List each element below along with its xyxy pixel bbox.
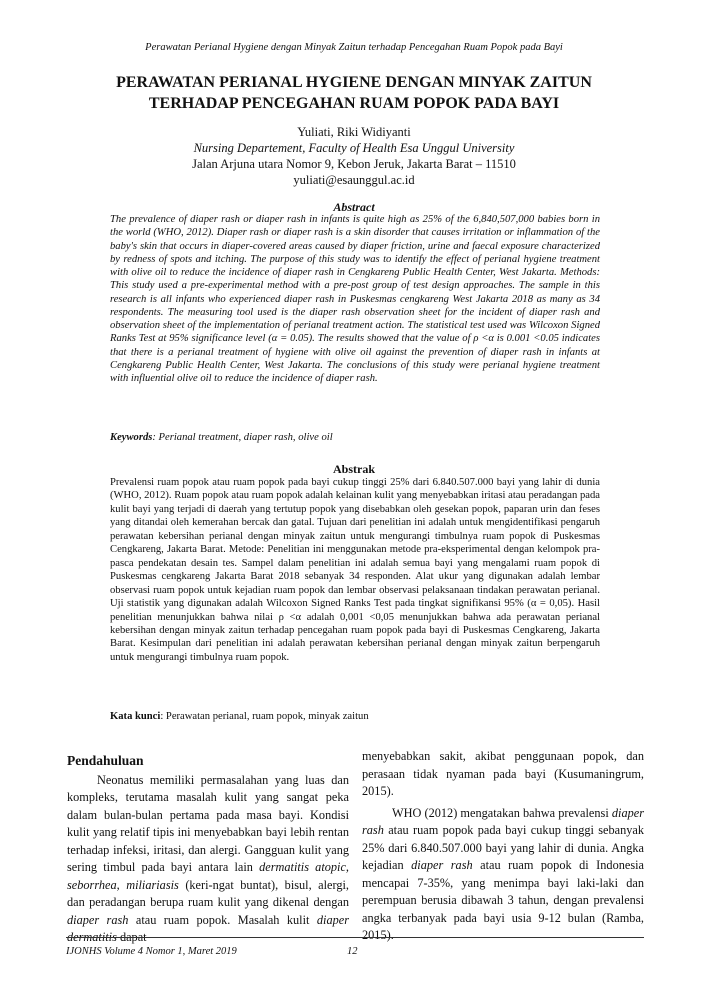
title-line-2: TERHADAP PENCEGAHAN RUAM POPOK PADA BAYI [148,95,560,112]
keywords-id [110,711,600,722]
text-run: dapat [116,930,147,944]
footer-journal: IJONHS Volume 4 Nomor 1, Maret 2019 [66,946,237,957]
article-title [60,72,648,114]
title-line-1: PERAWATAN PERIANAL HYGIENE DENGAN MINYAK ZAITUN [116,74,592,91]
italic-run: diaper rash [411,858,473,872]
address: Jalan Arjuna utara Nomor 9, Kebon Jeruk, Jakarta Barat – 11510 [192,157,516,171]
running-head: Perawatan Perianal Hygiene dengan Minyak Zaitun terhadap Pencegahan Ruam Popok pada Bayi [145,42,563,53]
author-block [60,124,648,188]
keywords-id-values: : Perawatan perianal, ruam popok, minyak zaitun [160,711,369,722]
keywords-id-label: Kata kunci [110,711,161,722]
text-run: atau ruam popok. Masalah kulit [128,912,317,927]
text-run: Neonatus memiliki permasalahan yang luas dan kompleks, terutama masalah kulit yang sangat peka dalam bulan-bulan pertama pada masa bayi. Kondisi kulit yang relatif tipis ini menyebabkan bayi lebih rentan terhadap infeksi, iritasi, dan alergi. Gangguan kulit yang sering timbul pada bayi antara lain [67,772,349,874]
intro-paragraph-1-continued: menyebabkan sakit, akibat penggunaan popok, dan perasaan tidak nyaman pada bayi (Kusumaningrum, 2015). [362,749,644,798]
text-run: (keri-ngat buntat), bisul, alergi, dan peradangan berupa ruam kulit yang dikenal dengan [67,877,349,909]
page-number: 12 [347,946,358,957]
body-column-right [362,748,644,945]
italic-run: dermatitis atopic, seborrhea, miliariasis [67,860,349,892]
abstract-id-heading: Abstrak [332,462,375,476]
text-run: atau ruam popok di Indonesia mencapai 7-35%, yang menimpa bayi laki-laki dan perempuan berusia dibawah 3 tahun, dengan prevalensi angka terbanyak pada bayi usia 9-12 bulan (Ramba, 2015). [362,858,644,942]
authors: Yuliati, Riki Widiyanti [297,125,411,139]
italic-run: diaper rash [362,805,644,837]
intro-paragraph-1 [67,772,349,947]
abstract-id-text: Prevalensi ruam popok atau ruam popok pada bayi cukup tinggi 25% dari 6.840.507.000 bayi yang lahir di dunia (WHO, 2012). Ruam popok atau ruam popok adalah kelainan kulit yang menyebabkan iritasi atau peradangan pada kulit bayi yang terjadi di daerah yang tertutup popok yang disebabkan oleh gesekan popok, paparan urin dan feses yang ditandai oleh kemerahan bercak dan gatal. Tujuan dari penelitian ini adalah untuk mengidentifikasi pengaruh perawatan kebersihan perianal dengan minyak zaitun untuk mengurangi timbulnya ruam popok di Puskesmas Cengkareng, Jakarta Barat. Metode: Penelitian ini menggunakan metode pra-eksperimental dengan kelompok pra-pasca pendekatan desain tes. Sampel dalam penelitian ini adalah semua bayi yang mengalami ruam popok di Puskesmas cengkareng Jakarta Barat 2018 sebanyak 34 responden. Alat ukur yang digunakan adalah lembar observasi ruam popok untuk kejadian ruam popok dan lembar observasi pelaksanaan tindakan perawatan perianal. Uji statistik yang digunakan adalah Wilcoxon Signed Ranks Test pada tingkat signifikansi 95% (α = 0,05). Hasil penelitian menunjukkan bahwa nilai ρ <α adalah 0,001 <0,05 menunjukkan bahwa ada perawatan perianal kebersihan dengan minyak zaitun terhadap pencegahan ruam popok pada bayi di Puskesmas Cengkareng, Jakarta Barat. Kesimpulan dari penelitian ini adalah perawatan kebersihan perianal dengan minyak zaitun berpengaruh untuk mengurangi timbulnya ruam popok. [110,477,600,663]
text-run: WHO (2012) mengatakan bahwa prevalensi [392,805,612,820]
italic-run: diaper rash [67,912,129,927]
email: yuliati@esaunggul.ac.id [293,173,415,187]
section-heading-intro: Pendahuluan [67,753,144,768]
affiliation: Nursing Departement, Faculty of Health Esa Unggul University [193,141,515,155]
italic-run: diaper dermatitis [67,912,349,944]
body-column-left [67,752,349,947]
footer-rule [66,937,644,938]
text-run: atau ruam popok pada bayi cukup tinggi sebanyak 25% dari 6.840.507.000 bayi yang lahir di dunia. Angka kejadian [362,823,644,872]
keywords-en-values: : Perianal treatment, diaper rash, olive oil [152,432,333,443]
intro-paragraph-2 [362,805,644,945]
keywords-en-label: Keywords [110,432,153,443]
keywords-en [110,432,600,443]
abstract-en-heading: Abstract [333,200,375,214]
abstract-en-text: The prevalence of diaper rash or diaper rash in infants is quite high as 25% of the 6,840,507,000 babies born in the world (WHO, 2012). Diaper rash or diaper rash is a skin disorder that causes irritation or inflammation of the baby's skin that occurs in diaper-covered areas caused by diaper friction, urine and faecal exposure characterized by redness of spots and itching. The purpose of this study was to identify the effect of perianal hygiene treatment with olive oil to reduce the incidence of diaper rash in Cengkareng Public Health Center, West Jakarta. Methods: This study used a pre-experimental method with a pre-post group of test design approaches. The sample in this research is all infants who experienced diaper rash in Puskesmas cengkareng West Jakarta 2018 as many as 34 respondents. The measuring tool used is the diaper rash observation sheet for the incident of diaper rash and observation sheet of the implementation of perianal treatment action. The statistical test used was Wilcoxon Signed Ranks Test at 95% significance level (α = 0.05). The results showed that the value of ρ <α is 0.001 <0.05 indicates that there is a perianal treatment of hygiene with olive oil against the prevention of diaper rash in infants at Cengkareng Public Health Center, West Jakarta. The conclusions of this study were perianal hygiene treatment with influential olive oil to reduce the incidence of diaper rash. [110,214,600,384]
